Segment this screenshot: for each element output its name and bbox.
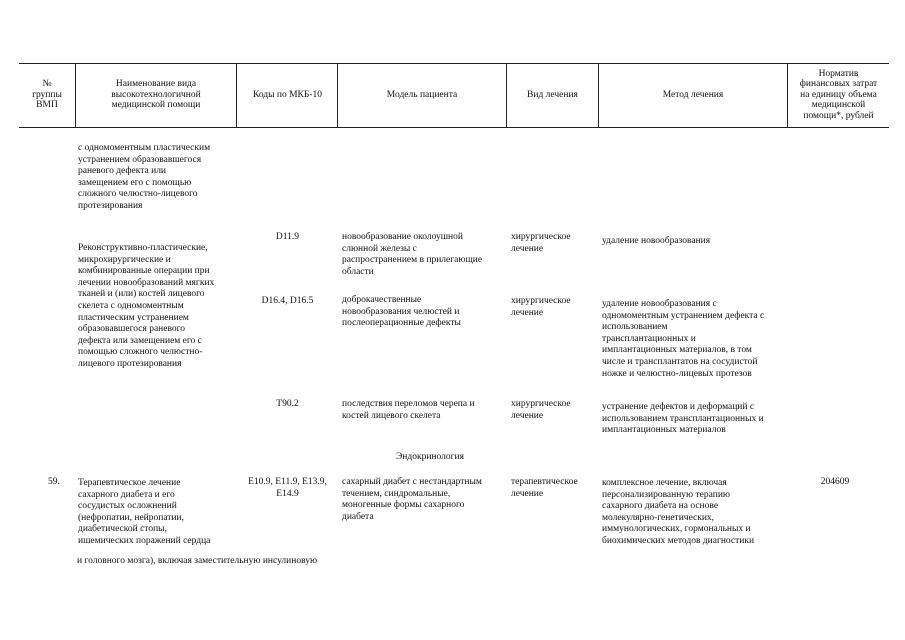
header-icd10-codes: Коды по МКБ-10	[252, 89, 323, 100]
patient-model: доброкачественные новообразования челюстей и послеоперационные дефекты	[342, 295, 461, 329]
treatment-method: удаление новообразования с одномоментным устранением дефекта с использованием трансплантационных и имплантационных материалов, в том числе и трансплантатов на сосудистой ножке и челюстно-лицевых протезов	[602, 299, 765, 379]
icd10-codes: E10.9, E11.9, E13.9, E14.9	[248, 477, 327, 499]
treatment-type: хирургическое лечение	[511, 296, 571, 318]
care-type-name: Терапевтическое лечение сахарного диабета и его сосудистых осложнений (нефропатии, нейропатии, диабетической стопы, ишемических поражений сердца	[78, 478, 211, 546]
treatment-type: хирургическое лечение	[511, 399, 571, 421]
group-number: 59.	[48, 477, 60, 487]
header-bottom-rule	[19, 127, 889, 128]
treatment-method: удаление новообразования	[602, 236, 711, 246]
care-type-name-continued: и головного мозга), включая заместительную инсулиновую	[77, 556, 318, 566]
patient-model: новообразование околоушной слюнной железы с распространением в прилегающие области	[342, 232, 483, 277]
section-title: Эндокринология	[396, 452, 464, 462]
treatment-method: комплексное лечение, включая персонализированную терапию сахарного диабета на основе молекулярно-генетических, иммунологических, гормональных и биохимических методов диагностики	[602, 478, 755, 546]
icd10-codes: D11.9	[275, 232, 300, 242]
header-treatment-type: Вид лечения	[527, 89, 578, 100]
icd10-codes: D16.4, D16.5	[261, 296, 314, 306]
continuation-text: с одномоментным пластическим устранением образовавшегося раневого дефекта или замещением его с помощью сложного челюстно-лицевого протезирования	[78, 143, 211, 211]
header-treatment-method: Метод лечения	[662, 89, 724, 100]
header-care-type-name: Наименование вида высокотехнологичной медицинской помощи	[111, 79, 201, 111]
treatment-type: терапевтическое лечение	[511, 477, 578, 499]
patient-model: сахарный диабет с нестандартным течением, синдромальные, моногенные формы сахарного диабета	[342, 477, 482, 522]
patient-model: последствия переломов черепа и костей лицевого скелета	[342, 399, 475, 421]
treatment-method: устранение дефектов и деформаций с использованием трансплантационных и имплантационных материалов	[602, 402, 764, 436]
header-divider	[236, 63, 237, 127]
treatment-type: хирургическое лечение	[511, 232, 571, 254]
header-patient-model: Модель пациента	[386, 89, 458, 100]
header-cost-norm: Норматив финансовых затрат на единицу объема медицинской помощи*, рублей	[799, 68, 878, 121]
header-group-number: № группы ВМП	[32, 79, 62, 111]
icd10-codes: T90.2	[276, 399, 299, 409]
care-type-name: Реконструктивно-пластические, микрохирургические и комбинированные операции при лечении новообразований мягких тканей и (или) костей лицевого скелета с одномоментным пластическим устранением образовавшегося раневого дефекта или замещением его с помощью сложного челюстно- лицевого протезирования	[78, 243, 215, 369]
cost-norm-value: 204609	[820, 477, 850, 487]
